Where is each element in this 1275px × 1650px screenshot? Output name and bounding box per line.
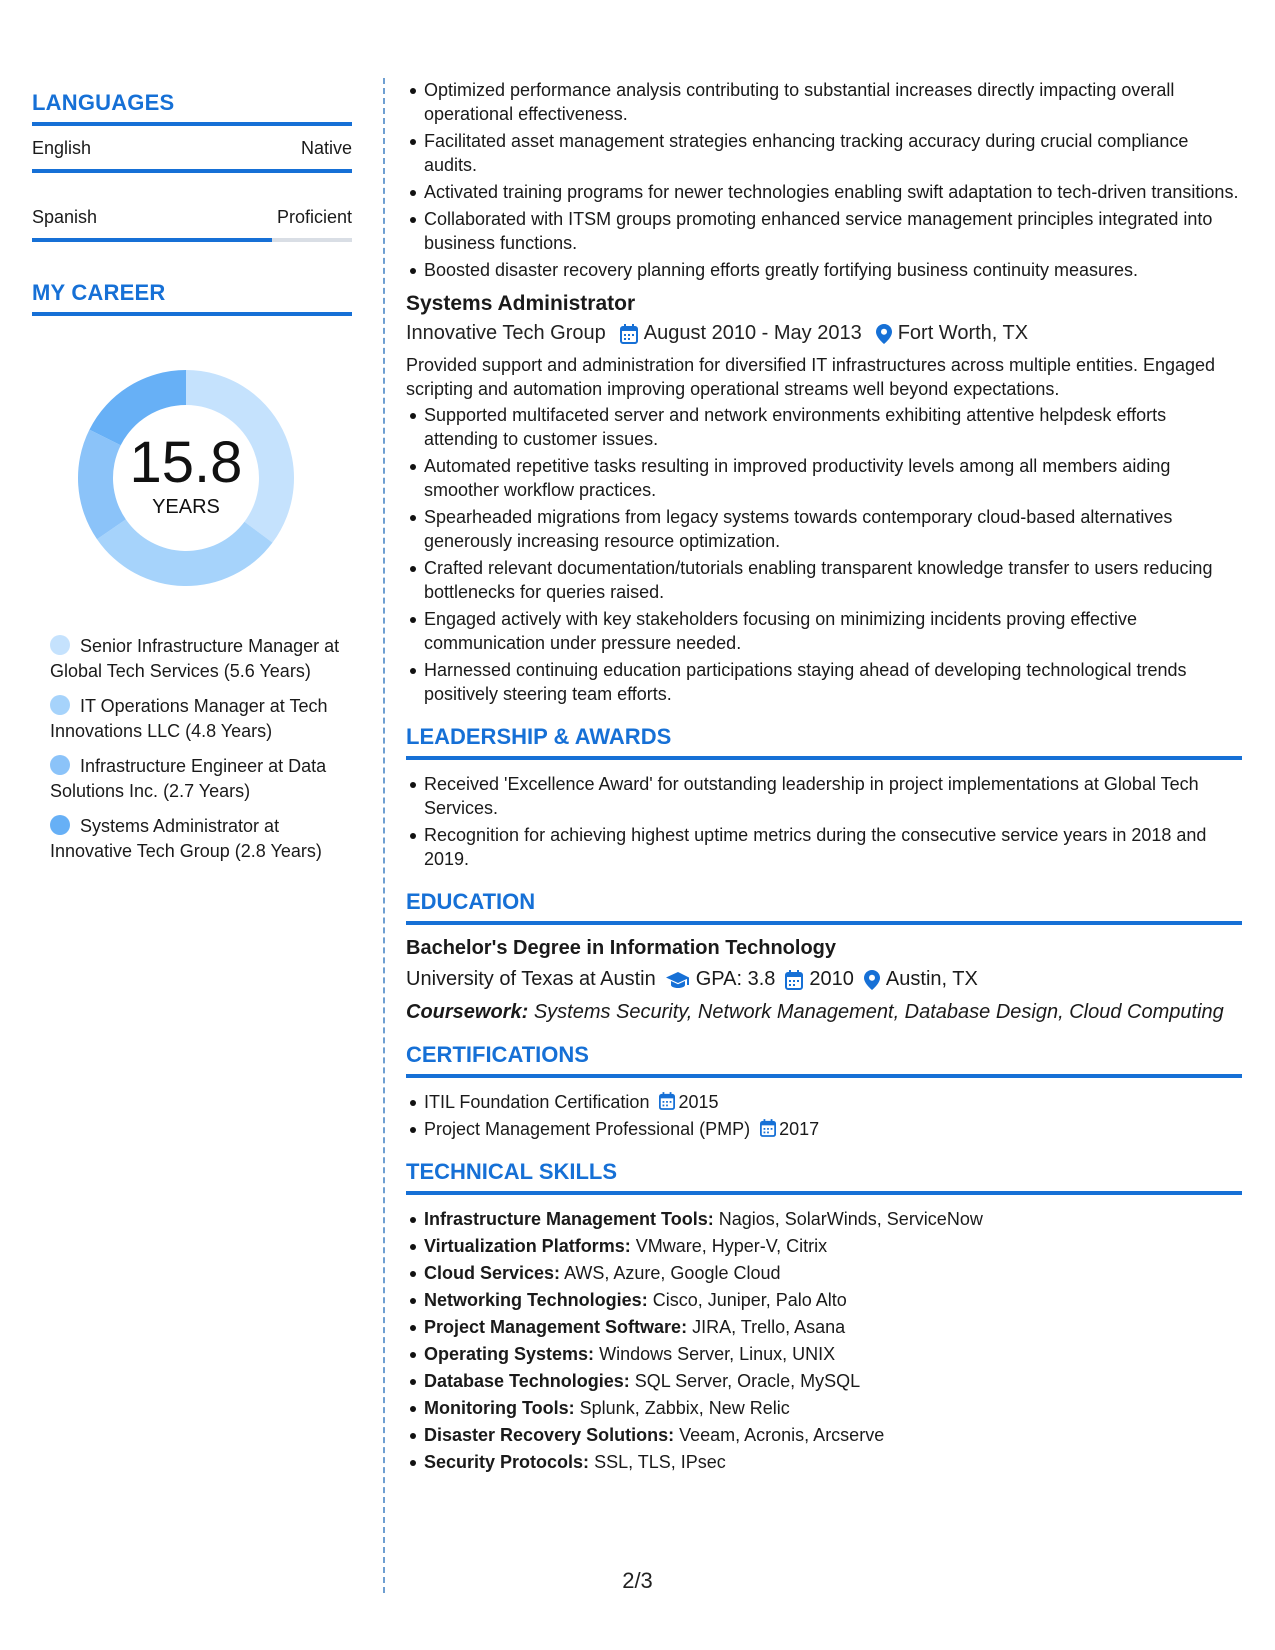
career-legend-label: Senior Infrastructure Manager at Global Tech Services (5.6 Years) — [50, 636, 340, 681]
list-item: Boosted disaster recovery planning efforts greatly fortifying business continuity measures. — [424, 258, 1242, 282]
job-description: Provided support and administration for diversified IT infrastructures across multiple entities. Engaged scripting and automation improving operational streams well beyond expectations. — [406, 355, 1216, 399]
language-level-fill — [32, 238, 272, 242]
graduation-year: 2010 — [809, 968, 854, 990]
previous-job-bullets — [406, 78, 1242, 282]
career-donut-chart — [66, 358, 306, 598]
list-item: Received 'Excellence Award' for outstanding leadership in project implementations at Global Tech Services. — [424, 772, 1242, 820]
list-item: Collaborated with ITSM groups promoting enhanced service management principles integrated into business functions. — [424, 207, 1242, 255]
job-company: Innovative Tech Group — [406, 322, 606, 344]
language-item — [32, 138, 352, 173]
map-pin-icon — [876, 324, 892, 344]
skills-list — [406, 1207, 1242, 1474]
legend-dot — [50, 635, 70, 655]
school-location: Austin, TX — [885, 968, 978, 990]
career-total-unit: YEARS — [152, 495, 220, 518]
skill-values: SSL, TLS, IPsec — [594, 1452, 726, 1472]
skill-category: Cloud Services: — [424, 1263, 561, 1283]
calendar-icon — [620, 324, 638, 344]
job-dates: August 2010 - May 2013 — [643, 322, 862, 344]
legend-dot — [50, 695, 70, 715]
skill-item — [424, 1396, 1242, 1420]
certification-item — [424, 1090, 1242, 1114]
job-meta — [406, 322, 1242, 345]
list-item: Facilitated asset management strategies enhancing tracking accuracy during crucial compliance audits. — [424, 129, 1242, 177]
leadership-list — [406, 772, 1242, 871]
skill-values: Windows Server, Linux, UNIX — [599, 1344, 836, 1364]
language-name: English — [32, 138, 92, 158]
skill-item — [424, 1342, 1242, 1366]
column-divider — [383, 78, 385, 1593]
career-legend-label: Infrastructure Engineer at Data Solutions Inc. (2.7 Years) — [50, 756, 327, 801]
skill-item — [424, 1423, 1242, 1447]
degree-title: Bachelor's Degree in Information Technology — [406, 937, 837, 959]
language-level: Proficient — [276, 207, 352, 227]
language-level: Native — [300, 138, 352, 158]
certification-year: 2015 — [678, 1092, 719, 1112]
list-item: Spearheaded migrations from legacy systems towards contemporary cloud-based alternatives generously increasing resource optimization. — [424, 505, 1242, 553]
donut-center — [66, 358, 306, 598]
skill-item — [424, 1288, 1242, 1312]
career-legend-item — [50, 814, 340, 864]
skill-values: JIRA, Trello, Asana — [692, 1317, 846, 1337]
skill-values: AWS, Azure, Google Cloud — [564, 1263, 781, 1283]
skill-values: Splunk, Zabbix, New Relic — [579, 1398, 790, 1418]
gpa: GPA: 3.8 — [695, 968, 776, 990]
skill-values: Cisco, Juniper, Palo Alto — [652, 1290, 847, 1310]
job-bullets — [406, 403, 1242, 706]
career-legend-label: IT Operations Manager at Tech Innovations LLC (4.8 Years) — [50, 696, 328, 741]
skill-category: Virtualization Platforms: — [424, 1236, 631, 1256]
calendar-icon — [659, 1092, 675, 1110]
career-legend-label: Systems Administrator at Innovative Tech Group (2.8 Years) — [50, 816, 322, 861]
calendar-icon — [760, 1119, 776, 1137]
page-number: 2/3 — [622, 1568, 653, 1593]
list-item: Supported multifaceted server and network environments exhibiting attentive helpdesk efforts attending to customer issues. — [424, 403, 1242, 451]
job-location: Fort Worth, TX — [897, 322, 1029, 344]
certification-name: Project Management Professional (PMP) — [424, 1119, 751, 1139]
certification-year: 2017 — [779, 1119, 820, 1139]
skill-category: Operating Systems: — [424, 1344, 595, 1364]
legend-dot — [50, 755, 70, 775]
skill-category: Networking Technologies: — [424, 1290, 648, 1310]
language-item — [32, 207, 352, 242]
list-item: Crafted relevant documentation/tutorials enabling transparent knowledge transfer to users reducing bottlenecks for queries raised. — [424, 556, 1242, 604]
skill-category: Infrastructure Management Tools: — [424, 1209, 714, 1229]
skill-category: Disaster Recovery Solutions: — [424, 1425, 675, 1445]
list-item: Optimized performance analysis contributing to substantial increases directly impacting overall operational effectiveness. — [424, 78, 1242, 126]
skill-values: SQL Server, Oracle, MySQL — [634, 1371, 861, 1391]
coursework-list: Systems Security, Network Management, Database Design, Cloud Computing — [533, 1001, 1224, 1023]
skill-values: VMware, Hyper-V, Citrix — [635, 1236, 828, 1256]
list-item: Harnessed continuing education participations staying ahead of developing technological trends positively steering team efforts. — [424, 658, 1242, 706]
languages-title: LANGUAGES — [32, 90, 352, 126]
list-item: Automated repetitive tasks resulting in improved productivity levels among all members aiding smoother workflow practices. — [424, 454, 1242, 502]
graduation-cap-icon — [666, 971, 690, 989]
skill-category: Security Protocols: — [424, 1452, 590, 1472]
leadership-title: LEADERSHIP & AWARDS — [406, 724, 1242, 760]
skill-item — [424, 1369, 1242, 1393]
left-column — [32, 90, 352, 874]
certification-name: ITIL Foundation Certification — [424, 1092, 650, 1112]
list-item: Engaged actively with key stakeholders focusing on minimizing incidents proving effective communication under pressure needed. — [424, 607, 1242, 655]
language-level-bar — [32, 238, 352, 242]
list-item: Recognition for achieving highest uptime metrics during the consecutive service years in 2018 and 2019. — [424, 823, 1242, 871]
education-title: EDUCATION — [406, 889, 1242, 925]
certifications-list — [406, 1090, 1242, 1141]
right-column — [406, 78, 1242, 1477]
career-legend-item — [50, 634, 340, 684]
skill-category: Monitoring Tools: — [424, 1398, 575, 1418]
skill-category: Project Management Software: — [424, 1317, 688, 1337]
skill-item — [424, 1207, 1242, 1231]
legend-dot — [50, 815, 70, 835]
skill-item — [424, 1450, 1242, 1474]
skill-values: Veeam, Acronis, Arcserve — [679, 1425, 885, 1445]
map-pin-icon — [864, 970, 880, 990]
skill-item — [424, 1261, 1242, 1285]
calendar-icon — [785, 970, 803, 990]
language-name: Spanish — [32, 207, 98, 227]
career-legend-item — [50, 754, 340, 804]
job-title: Systems Administrator — [406, 292, 636, 315]
certifications-title: CERTIFICATIONS — [406, 1042, 1242, 1078]
career-total-value: 15.8 — [129, 429, 243, 495]
skill-item — [424, 1315, 1242, 1339]
career-legend — [50, 634, 340, 864]
certification-item — [424, 1117, 1242, 1141]
skills-title: TECHNICAL SKILLS — [406, 1159, 1242, 1195]
skill-values: Nagios, SolarWinds, ServiceNow — [718, 1209, 983, 1229]
list-item: Activated training programs for newer technologies enabling swift adaptation to tech-driven transitions. — [424, 180, 1242, 204]
language-level-bar — [32, 169, 352, 173]
coursework — [406, 1001, 1242, 1024]
skill-category: Database Technologies: — [424, 1371, 630, 1391]
career-legend-item — [50, 694, 340, 744]
coursework-label: Coursework: — [406, 1001, 529, 1023]
education-meta — [406, 968, 1242, 991]
school-name: University of Texas at Austin — [406, 968, 656, 990]
career-title: MY CAREER — [32, 280, 352, 316]
language-level-fill — [32, 169, 352, 173]
skill-item — [424, 1234, 1242, 1258]
